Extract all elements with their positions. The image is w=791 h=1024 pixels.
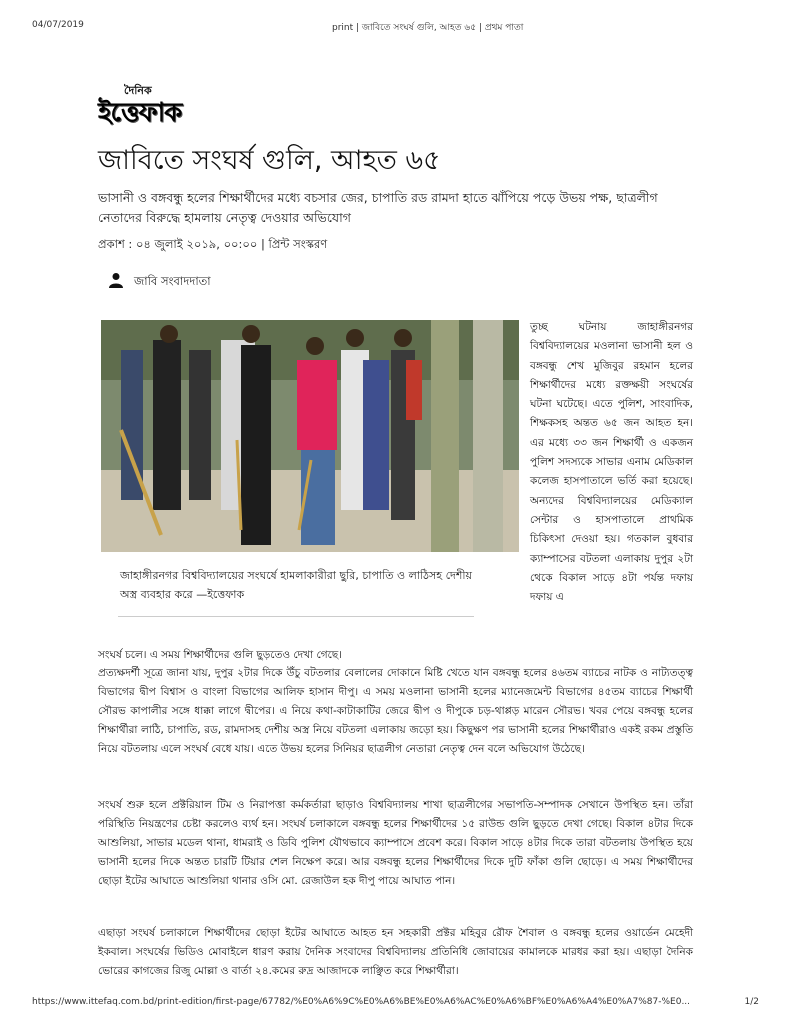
print-title: print | জাবিতে সংঘর্ষ গুলি, আহত ৬৫ | প্রথম পাতা <box>332 23 524 33</box>
logo-small-text: দৈনিক <box>124 84 152 97</box>
article-paragraph: সংঘর্ষ চলে। এ সময় শিক্ষার্থীদের গুলি ছুড়তেও দেখা গেছে। <box>98 649 342 661</box>
article-url-link[interactable]: https://www.ittefaq.com.bd/print-edition/first-page/67782/%E0%A6%9C%E0%A6%BE%E0%A6%AC%E0%A6%BF%E0%A6%A4%E0%A7%87-%E0... <box>32 997 691 1007</box>
article-paragraph: এছাড়া সংঘর্ষ চলাকালে শিক্ষার্থীদের ছোড়া ইটের আঘাতে আহত হন সহকারী প্রক্টর মহিবুর রৌফ শৈবাল ও বঙ্গবন্ধু হলের ওয়ার্ডেন মেহেদী ইকবাল। সংঘর্ষের ভিডিও মোবাইলে ধারণ করায় দৈনিক সংবাদের বিশ্ববিদ্যালয় প্রতিনিধি জোবায়ের কামালকে মারধর করা হয়। এছাড়া দৈনিক ভোরের কাগজের রিজু মোল্লা ও বার্তা ২৪.কমের রুদ্র আজাদকে লাঞ্ছিত করে শিক্ষার্থীরা। <box>98 927 693 977</box>
ittefaq-logo[interactable] <box>98 86 278 126</box>
clash-photo-image <box>101 320 519 552</box>
article-paragraph: সংঘর্ষ শুরু হলে প্রক্টরিয়াল টিম ও নিরাপত্তা কর্মকর্তারা ছাড়াও বিশ্ববিদ্যালয় শাখা ছাত্রলীগের সভাপতি-সম্পাদক সেখানে উপস্থিত হন। তাঁরা পরিস্থিতি নিয়ন্ত্রণের চেষ্টা করলেও ব্যর্থ হন। সংঘর্ষ চলাকালে বঙ্গবন্ধু হলের শিক্ষার্থীদের ১৫ রাউন্ড গুলি ছুড়তে দেখা গেছে। বিকাল ৪টার দিকে আশুলিয়া, সাভার মডেল থানা, ধামরাই ও ডিবি পুলিশ যৌথভাবে ক্যাম্পাসে প্রবেশ করে। বিকাল সাড়ে ৪টার দিকে তারা বটতলায় উপস্থিত হয়ে ভাসানী হলের দিকে অন্তত চারটি টিয়ার শেল নিক্ষেপ করে। আর বঙ্গবন্ধু হলের শিক্ষার্থীদের দিকে দুটি ফাঁকা গুলি ছোড়ে। এ সময় শিক্ষার্থীদের ছোড়া ইটের আঘাতে আশুলিয়া থানার ওসি মো. রেজাউল হক দীপু পায়ে আঘাত পান। <box>98 799 693 887</box>
print-footer <box>32 997 759 1011</box>
article-headline: জাবিতে সংঘর্ষ গুলি, আহত ৬৫ <box>98 145 441 176</box>
article-side-column: তুচ্ছ ঘটনায় জাহাঙ্গীরনগর বিশ্ববিদ্যালয়ের মওলানা ভাসানী হল ও বঙ্গবন্ধু শেখ মুজিবুর রহমান হলের শিক্ষার্থীদের মধ্যে রক্তক্ষয়ী সংঘর্ষের ঘটনা ঘটেছে। এতে পুলিশ, সাংবাদিক, শিক্ষকসহ অন্তত ৬৫ জন আহত হন। এর মধ্যে ৩৩ জন শিক্ষার্থী ও একজন পুলিশ সদস্যকে সাভার এনাম মেডিকাল কলেজ হাসপাতালে ভর্তি করা হয়েছে। অন্যদের বিশ্ববিদ্যালয়ের মেডিক্যাল সেন্টার ও হাসপাতালে প্রাথমিক চিকিৎসা দেওয়া হয়। গতকাল বুধবার ক্যাম্পাসের বটতলা এলাকায় দুপুর ২টা থেকে বিকাল সাড়ে ৪টা পর্যন্ত দফায় দফায় এ <box>530 321 693 604</box>
photo-caption: জাহাঙ্গীরনগর বিশ্ববিদ্যালয়ের সংঘর্ষে হামলাকারীরা ছুরি, চাপাতি ও লাঠিসহ দেশীয় অস্ত্র ব্যবহার করে —ইত্তেফাক <box>120 569 472 601</box>
caption-divider <box>118 616 474 617</box>
article-photo <box>101 320 519 552</box>
article-subheadline: ভাসানী ও বঙ্গবন্ধু হলের শিক্ষার্থীদের মধ্যে বচসার জের, চাপাতি রড রামদা হাতে ঝাঁপিয়ে পড়ে উভয় পক্ষ, ছাত্রলীগ নেতাদের বিরুদ্ধে হামলায় নেতৃত্ব দেওয়ার অভিযোগ <box>98 190 658 225</box>
article-paragraph: প্রত্যক্ষদর্শী সূত্রে জানা যায়, দুপুর ২টার দিকে উঁচু বটতলার বেলালের দোকানে মিষ্টি খেতে যান বঙ্গবন্ধু হলের ৪৬তম ব্যাচের নাটক ও নাট্যতত্ত্ব বিভাগের দ্বীপ বিশ্বাস ও বাংলা বিভাগের আলিফ হাসান দীপু। এ সময় মওলানা ভাসানী হলের ম্যানেজমেন্ট বিভাগের ৪৫তম ব্যাচের শিক্ষার্থী সৌরভ কাপালীর সঙ্গে ধাক্কা লাগে দ্বীপের। এ নিয়ে কথা-কাটাকাটির জেরে দ্বীপ ও দীপুকে চড়-থাপ্পড় মারেন সৌরভ। খবর পেয়ে বঙ্গবন্ধু হলের শিক্ষার্থীরা লাঠি, চাপাতি, রড, রামদাসহ দেশীয় অস্ত্র নিয়ে বটতলা এলাকায় জড়ো হয়। কিছুক্ষণ পর ভাসানী হলের শিক্ষার্থীরাও একই রকম প্রস্তুতি নিয়ে বটতলায় এলে সংঘর্ষ বেধে যায়। এতে উভয় হলের সিনিয়র ছাত্রলীগ নেতারা নেতৃত্ব দেন বলে অভিযোগ উঠেছে। <box>98 667 693 755</box>
page-number: 1/2 <box>744 997 759 1007</box>
print-header <box>32 20 759 34</box>
author-name: জাবি সংবাদদাতা <box>134 274 211 288</box>
logo-main-text: ইত্তেফাক <box>98 98 182 128</box>
publish-info: প্রকাশ : ০৪ জুলাই ২০১৯, ০০:০০ | প্রিন্ট সংস্করণ <box>98 237 328 251</box>
print-date: 04/07/2019 <box>32 20 84 30</box>
person-icon <box>108 272 124 288</box>
